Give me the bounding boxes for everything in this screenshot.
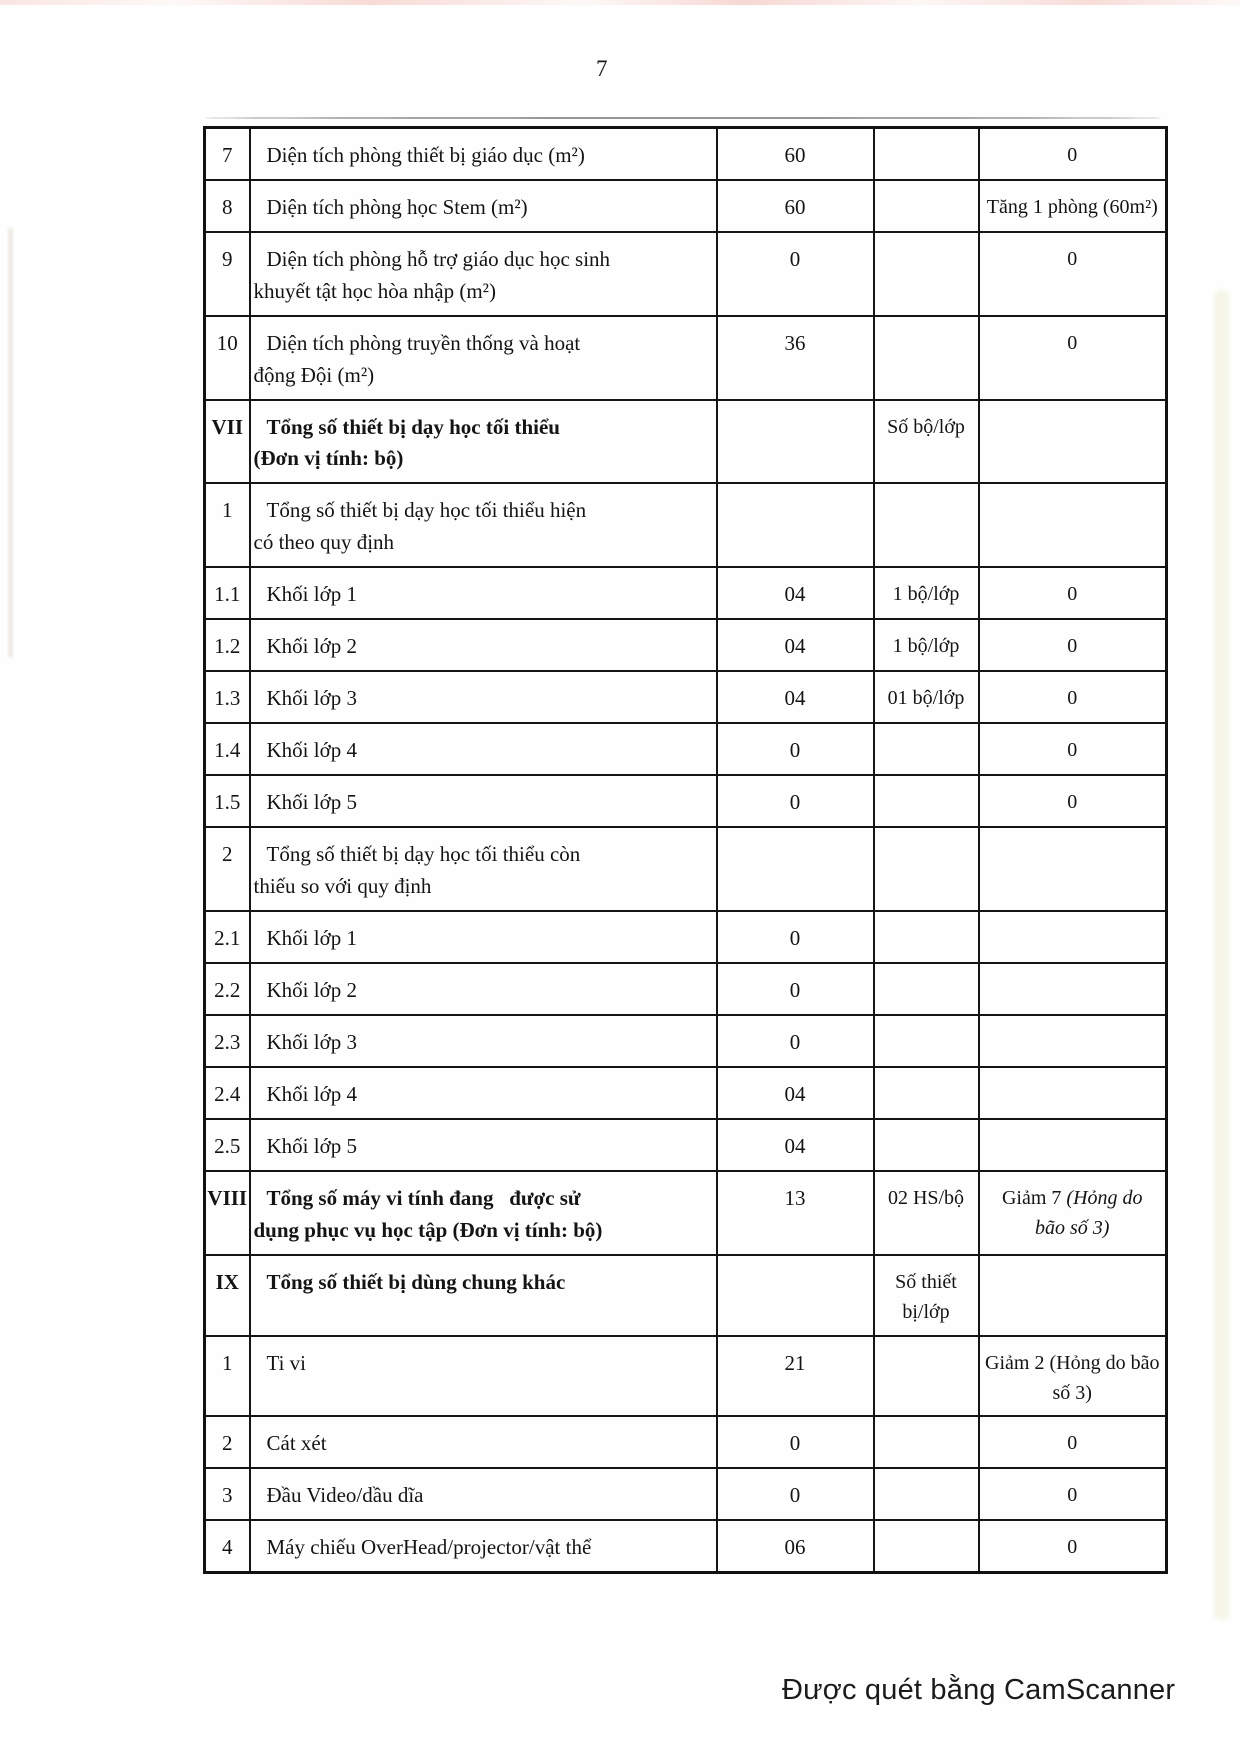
value-cell (717, 723, 874, 775)
value-cell (717, 232, 874, 316)
table-row (205, 483, 1167, 567)
change-text: 0 (1067, 739, 1078, 762)
item-label-line1: Khối lớp 1 (266, 925, 357, 950)
item-label-cell (250, 180, 717, 232)
item-label-line2: dụng phục vụ học tập (Đơn vị tính: bộ) (253, 1217, 603, 1242)
change-cell (979, 1067, 1167, 1119)
table-row (205, 775, 1167, 827)
row-number: 9 (222, 246, 233, 271)
norm-text: 02 HS/bộ (887, 1186, 965, 1209)
norm-text: Số thiết bị/lớp (895, 1270, 957, 1324)
change-text: Giảm 2 (Hỏng do bão số 3) (985, 1351, 1160, 1404)
table-row (205, 1255, 1167, 1336)
item-label-line1: Diện tích phòng thiết bị giáo dục (m²) (266, 143, 585, 167)
norm-cell (874, 911, 979, 963)
value-cell (717, 1255, 874, 1336)
change-text: 0 (1067, 635, 1078, 658)
change-text: 0 (1067, 1536, 1078, 1559)
row-number: 1.3 (214, 686, 241, 711)
item-label-line1: Diện tích phòng hỗ trợ giáo dục học sinh (266, 246, 611, 271)
norm-cell (874, 1171, 979, 1255)
change-text: Giảm 7 (1001, 1186, 1067, 1209)
value-cell (717, 400, 874, 484)
change-cell (979, 1255, 1167, 1336)
change-cell (979, 483, 1167, 567)
value-text: 0 (789, 738, 801, 763)
norm-cell (874, 1520, 979, 1572)
change-text: 0 (1067, 247, 1078, 270)
value-cell (717, 316, 874, 400)
row-number-cell (205, 1468, 250, 1520)
item-label-cell (250, 400, 717, 484)
change-cell (979, 963, 1167, 1015)
change-text: 0 (1067, 687, 1078, 710)
norm-cell (874, 316, 979, 400)
item-label-cell (250, 483, 717, 567)
change-cell (979, 128, 1167, 180)
change-cell (979, 1119, 1167, 1171)
item-label-cell (250, 1468, 717, 1520)
value-text: 06 (784, 1535, 806, 1560)
row-number: 1 (222, 1350, 233, 1375)
item-label-cell (250, 775, 717, 827)
norm-cell (874, 128, 979, 180)
item-label-line1: Ti vi (266, 1350, 307, 1375)
norm-cell (874, 619, 979, 671)
change-cell (979, 1336, 1167, 1417)
table-row (205, 1416, 1167, 1468)
change-cell (979, 1416, 1167, 1468)
table-row (205, 400, 1167, 484)
item-label-cell (250, 1171, 717, 1255)
item-label-cell (250, 1119, 717, 1171)
norm-text: 1 bộ/lớp (892, 583, 960, 606)
value-text: 04 (784, 1133, 806, 1158)
value-cell (717, 1336, 874, 1417)
item-label-line1: Khối lớp 4 (266, 738, 357, 763)
norm-cell (874, 1067, 979, 1119)
change-cell (979, 619, 1167, 671)
item-label-line1: Tổng số máy vi tính đang được sử (266, 1185, 581, 1210)
value-cell (717, 911, 874, 963)
change-cell (979, 1520, 1167, 1572)
row-number: IX (215, 1269, 239, 1294)
row-number: 4 (222, 1535, 233, 1560)
table-row (205, 1468, 1167, 1520)
table-row (205, 180, 1167, 232)
scan-edge-artifact-right (1214, 290, 1229, 1620)
item-label-line1: Tổng số thiết bị dạy học tối thiểu (266, 414, 560, 439)
item-label-cell (250, 1067, 717, 1119)
row-number: 2.5 (214, 1133, 241, 1158)
item-label-line1: Tổng số thiết bị dạy học tối thiểu hiện (266, 498, 587, 523)
row-number-cell (205, 963, 250, 1015)
value-text: 21 (784, 1350, 806, 1375)
change-cell (979, 827, 1167, 911)
row-number: 1.5 (214, 790, 241, 815)
item-label-cell (250, 1520, 717, 1572)
row-number: VIII (207, 1185, 248, 1210)
row-number: 2 (222, 1431, 233, 1456)
item-label-cell (250, 1015, 717, 1067)
value-cell (717, 1468, 874, 1520)
value-text: 0 (789, 925, 801, 950)
change-text: 0 (1067, 331, 1078, 354)
table-row (205, 1336, 1167, 1417)
row-number: 1.2 (214, 634, 241, 659)
value-cell (717, 1520, 874, 1572)
item-label-line2: có theo quy định (253, 530, 395, 555)
change-cell (979, 400, 1167, 484)
row-number: 8 (222, 194, 233, 219)
value-text: 0 (789, 1431, 801, 1456)
value-cell (717, 827, 874, 911)
table-row (205, 827, 1167, 911)
change-cell (979, 180, 1167, 232)
value-cell (717, 1119, 874, 1171)
row-number-cell (205, 180, 250, 232)
value-cell (717, 483, 874, 567)
change-text: Tăng 1 phòng (60m²) (986, 195, 1158, 218)
item-label-cell (250, 567, 717, 619)
change-cell (979, 316, 1167, 400)
norm-cell (874, 1119, 979, 1171)
change-cell (979, 232, 1167, 316)
norm-text: Số bộ/lớp (887, 415, 965, 438)
row-number-cell (205, 775, 250, 827)
row-number-cell (205, 1171, 250, 1255)
change-cell (979, 911, 1167, 963)
table-row (205, 316, 1167, 400)
row-number: 2 (222, 842, 233, 867)
item-label-cell (250, 128, 717, 180)
row-number-cell (205, 1015, 250, 1067)
table-row (205, 619, 1167, 671)
row-number-cell (205, 827, 250, 911)
item-label-line1: Khối lớp 2 (266, 977, 357, 1002)
row-number-cell (205, 567, 250, 619)
value-text: 0 (789, 977, 801, 1002)
camscanner-watermark: Được quét bằng CamScanner (782, 1674, 1176, 1706)
norm-cell (874, 567, 979, 619)
change-cell (979, 1468, 1167, 1520)
row-number: 2.1 (214, 925, 241, 950)
scan-edge-artifact-top (0, 0, 1240, 5)
norm-cell (874, 232, 979, 316)
table-row (205, 911, 1167, 963)
row-number: 10 (216, 330, 238, 355)
item-label-cell (250, 1255, 717, 1336)
table-row (205, 723, 1167, 775)
row-number-cell (205, 1119, 250, 1171)
row-number: VII (211, 414, 243, 439)
table-row (205, 671, 1167, 723)
item-label-line1: Tổng số thiết bị dùng chung khác (266, 1269, 566, 1294)
item-label-cell (250, 963, 717, 1015)
norm-cell (874, 775, 979, 827)
row-number: 1.4 (214, 738, 241, 763)
row-number-cell (205, 1336, 250, 1417)
value-cell (717, 1015, 874, 1067)
value-cell (717, 619, 874, 671)
facilities-table-container (203, 126, 1168, 1574)
norm-cell (874, 1468, 979, 1520)
item-label-cell (250, 316, 717, 400)
value-text: 0 (789, 246, 801, 271)
item-label-cell (250, 1336, 717, 1417)
row-number-cell (205, 483, 250, 567)
norm-cell (874, 1255, 979, 1336)
item-label-line1: Khối lớp 5 (266, 790, 357, 815)
item-label-line1: Diện tích phòng học Stem (m²) (266, 194, 528, 219)
norm-cell (874, 1336, 979, 1417)
item-label-line1: Khối lớp 2 (266, 634, 357, 659)
change-cell (979, 723, 1167, 775)
table-row (205, 128, 1167, 180)
value-text: 04 (784, 634, 806, 659)
row-number-cell (205, 400, 250, 484)
item-label-line1: Khối lớp 4 (266, 1081, 357, 1106)
norm-cell (874, 827, 979, 911)
change-cell (979, 671, 1167, 723)
value-text: 04 (784, 686, 806, 711)
facilities-table (203, 126, 1168, 1574)
item-label-line1: Khối lớp 3 (266, 686, 357, 711)
item-label-line2: động Đội (m²) (253, 362, 375, 387)
change-note-italic: (Hỏng do bão số 3) (1035, 1186, 1143, 1240)
row-number-cell (205, 128, 250, 180)
item-label-cell (250, 827, 717, 911)
item-label-cell (250, 723, 717, 775)
row-number-cell (205, 1255, 250, 1336)
scan-double-line-artifact (205, 117, 1161, 119)
norm-cell (874, 671, 979, 723)
norm-cell (874, 400, 979, 484)
table-row (205, 963, 1167, 1015)
row-number: 3 (222, 1483, 233, 1508)
change-cell (979, 567, 1167, 619)
norm-cell (874, 723, 979, 775)
norm-cell (874, 963, 979, 1015)
norm-cell (874, 1015, 979, 1067)
row-number-cell (205, 671, 250, 723)
value-cell (717, 1416, 874, 1468)
table-row (205, 1015, 1167, 1067)
table-row (205, 1171, 1167, 1255)
change-text: 0 (1067, 144, 1078, 166)
item-label-cell (250, 671, 717, 723)
value-text: 36 (784, 330, 806, 355)
value-text: 0 (789, 1483, 801, 1508)
norm-text: 01 bộ/lớp (887, 687, 965, 710)
item-label-cell (250, 232, 717, 316)
value-text: 04 (784, 1081, 806, 1106)
change-text: 0 (1067, 1432, 1078, 1455)
value-cell (717, 1067, 874, 1119)
item-label-line1: Diện tích phòng truyền thống và hoạt (266, 330, 581, 355)
value-text: 13 (784, 1185, 806, 1210)
change-cell (979, 1015, 1167, 1067)
row-number-cell (205, 723, 250, 775)
value-cell (717, 180, 874, 232)
change-text: 0 (1067, 791, 1078, 814)
row-number-cell (205, 316, 250, 400)
item-label-line2: (Đơn vị tính: bộ) (253, 446, 404, 471)
value-text: 04 (784, 582, 806, 607)
value-cell (717, 1171, 874, 1255)
facilities-table-body (205, 128, 1167, 1573)
row-number-cell (205, 232, 250, 316)
row-number: 1.1 (214, 582, 241, 607)
value-cell (717, 963, 874, 1015)
row-number-cell (205, 1067, 250, 1119)
value-text: 0 (789, 790, 801, 815)
row-number: 2.3 (214, 1029, 241, 1054)
scan-edge-artifact-left (8, 228, 13, 658)
norm-cell (874, 1416, 979, 1468)
table-row (205, 1119, 1167, 1171)
item-label-line1: Khối lớp 5 (266, 1133, 357, 1158)
value-cell (717, 671, 874, 723)
item-label-line1: Tổng số thiết bị dạy học tối thiểu còn (266, 842, 581, 867)
page-number: 7 (596, 56, 608, 81)
item-label-line1: Khối lớp 3 (266, 1029, 357, 1054)
value-text: 60 (784, 143, 806, 167)
item-label-line1: Khối lớp 1 (266, 582, 357, 607)
item-label-line2: khuyết tật học hòa nhập (m²) (253, 278, 496, 303)
value-cell (717, 128, 874, 180)
table-row (205, 567, 1167, 619)
row-number-cell (205, 1416, 250, 1468)
item-label-line1: Cát xét (266, 1431, 327, 1456)
change-cell (979, 1171, 1167, 1255)
item-label-cell (250, 619, 717, 671)
item-label-cell (250, 1416, 717, 1468)
row-number: 1 (222, 498, 233, 523)
row-number-cell (205, 1520, 250, 1572)
value-cell (717, 567, 874, 619)
norm-text: 1 bộ/lớp (892, 635, 960, 658)
row-number: 7 (222, 143, 233, 167)
value-cell (717, 775, 874, 827)
item-label-cell (250, 911, 717, 963)
item-label-line1: Đầu Video/dầu dĩa (266, 1483, 424, 1508)
item-label-line1: Máy chiếu OverHead/projector/vật thể (266, 1535, 592, 1560)
row-number-cell (205, 619, 250, 671)
value-text: 0 (789, 1029, 801, 1054)
change-text: 0 (1067, 1484, 1078, 1507)
item-label-line2: thiếu so với quy định (253, 874, 432, 899)
row-number: 2.4 (214, 1081, 241, 1106)
change-cell (979, 775, 1167, 827)
value-text: 60 (784, 194, 806, 219)
table-row (205, 232, 1167, 316)
row-number-cell (205, 911, 250, 963)
table-row (205, 1520, 1167, 1572)
norm-cell (874, 180, 979, 232)
norm-cell (874, 483, 979, 567)
table-row (205, 1067, 1167, 1119)
row-number: 2.2 (214, 977, 241, 1002)
change-text: 0 (1067, 583, 1078, 606)
